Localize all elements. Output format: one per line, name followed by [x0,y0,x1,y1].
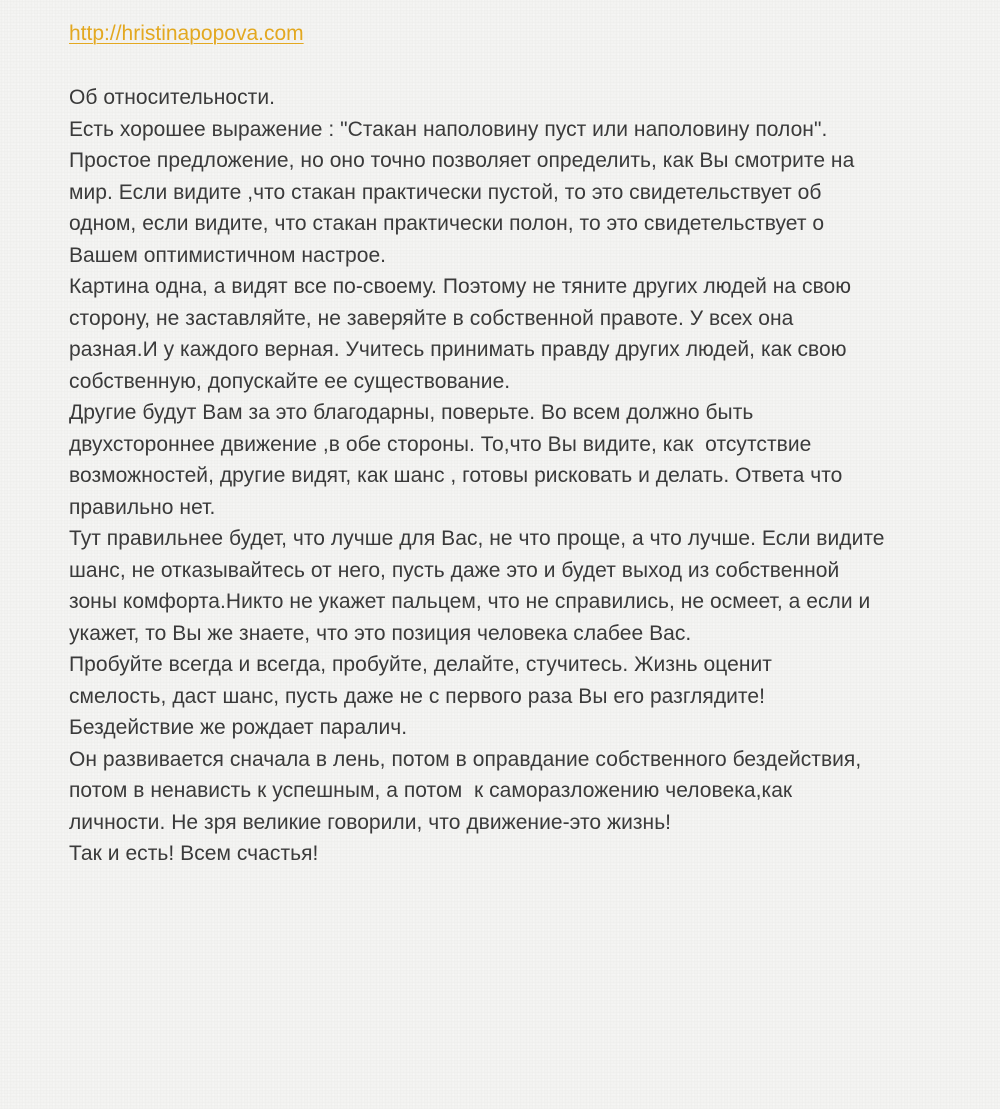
note-line: собственную, допускайте ее существование. [69,369,511,393]
note-line: зоны комфорта.Никто не укажет пальцем, что не справились, не осмеет, а если и [69,590,871,613]
note-content [69,18,949,870]
note-line: одном, если видите, что стакан практически полон, то это свидетельствует о [69,212,825,235]
note-line: Есть хорошее выражение : "Стакан наполовину пуст или наполовину полон". [69,117,828,141]
note-line: Пробуйте всегда и всегда, пробуйте, делайте, стучитесь. Жизнь оценит [69,653,772,676]
note-line: Тут правильнее будет, что лучше для Вас, не что проще, а что лучше. Если видите [69,527,885,550]
note-line: личности. Не зря великие говорили, что движение-это жизнь! [69,810,672,834]
note-line: разная.И у каждого верная. Учитесь принимать правду других людей, как свою [69,338,847,361]
note-line: Вашем оптимистичном настрое. [69,243,387,267]
note-line: Картина одна, а видят все по-своему. Поэтому не тяните других людей на свою [69,275,852,298]
note-line: правильно нет. [69,495,216,519]
note-line: мир. Если видите ,что стакан практически пустой, то это свидетельствует об [69,180,822,204]
note-line: шанс, не отказывайтесь от него, пусть даже это и будет выход из собственной [69,558,840,582]
note-line: Другие будут Вам за это благодарны, поверьте. Во всем должно быть [69,401,754,424]
note-line: Об относительности. [69,86,276,109]
note-line: возможностей, другие видят, как шанс , готовы рисковать и делать. Ответа что [69,464,843,487]
note-line: Простое предложение, но оно точно позволяет определить, как Вы смотрите на [69,149,855,172]
note-line: Он развивается сначала в лень, потом в оправдание собственного бездействия, [69,747,862,771]
note-line: сторону, не заставляйте, не заверяйте в собственной правоте. У всех она [69,306,794,330]
note-line: Бездействие же рождает паралич. [69,716,408,739]
note-line: Так и есть! Всем счастья! [69,842,319,865]
note-body [69,82,949,870]
note-line: двухстороннее движение ,в обе стороны. То,что Вы видите, как отсутствие [69,432,812,456]
website-link[interactable]: http://hristinapopova.com [69,22,304,45]
note-line: укажет, то Вы же знаете, что это позиция человека слабее Вас. [69,621,692,645]
note-line: потом в ненависть к успешным, а потом к саморазложению человека,как [69,779,793,802]
note-line: смелость, даст шанс, пусть даже не с первого раза Вы его разглядите! [69,684,765,708]
